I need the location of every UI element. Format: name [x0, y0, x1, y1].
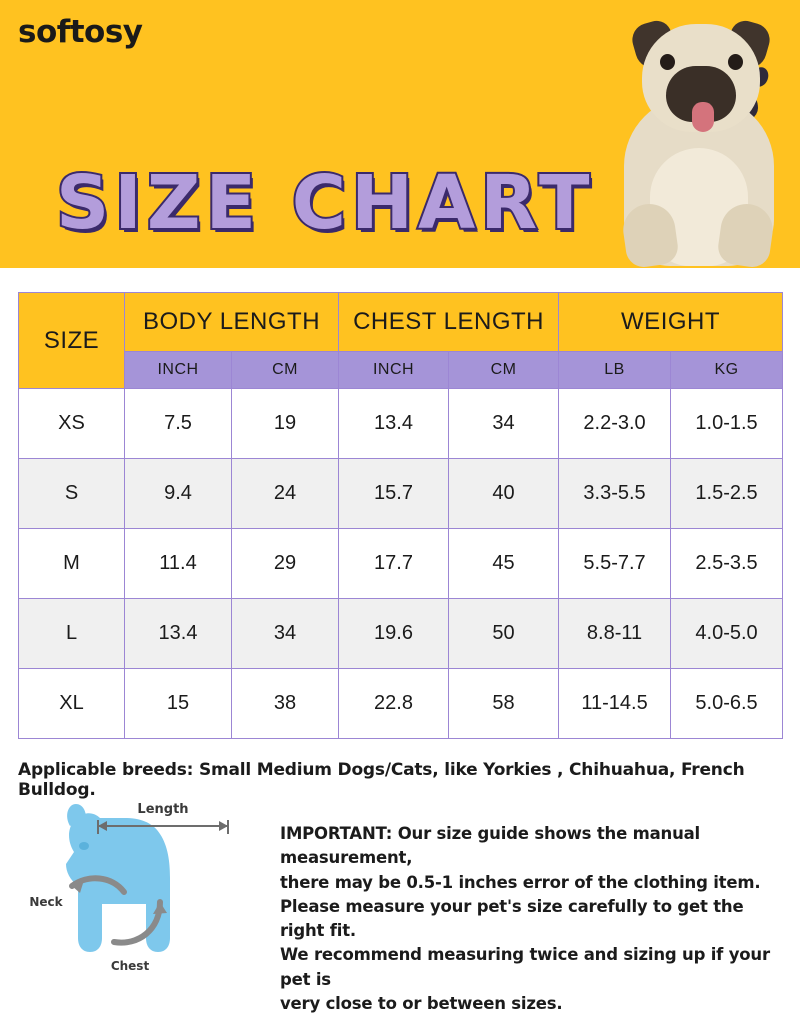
cell-size: L: [19, 599, 125, 669]
cell-weight-kg: 2.5-3.5: [671, 529, 783, 599]
cell-chest-inch: 19.6: [339, 599, 449, 669]
header-body-length: BODY LENGTH: [125, 293, 339, 352]
pug-dog-photo: [600, 8, 800, 268]
cell-size: XL: [19, 669, 125, 739]
cell-chest-cm: 58: [449, 669, 559, 739]
cell-body-inch: 15: [125, 669, 232, 739]
table-row: [19, 529, 783, 599]
subheader-body-inch: INCH: [125, 352, 232, 389]
cell-size: M: [19, 529, 125, 599]
page-title: SIZE CHART: [56, 160, 595, 246]
cell-chest-inch: 15.7: [339, 459, 449, 529]
subheader-weight-kg: KG: [671, 352, 783, 389]
important-line-5: very close to or between sizes.: [280, 993, 563, 1013]
table-row: [19, 599, 783, 669]
cell-body-cm: 19: [232, 389, 339, 459]
important-line-2: there may be 0.5-1 inches error of the clothing item.: [280, 872, 761, 892]
diagram-label-neck: Neck: [29, 895, 63, 909]
applicable-breeds-note: Applicable breeds: Small Medium Dogs/Cats, like Yorkies , Chihuahua, French Bulldog.: [18, 760, 745, 800]
cell-chest-cm: 45: [449, 529, 559, 599]
header-banner: [0, 0, 800, 268]
cell-body-inch: 13.4: [125, 599, 232, 669]
cell-size: S: [19, 459, 125, 529]
cell-body-cm: 24: [232, 459, 339, 529]
cell-chest-inch: 13.4: [339, 389, 449, 459]
table-sub-header-row: [19, 352, 783, 389]
cell-body-cm: 34: [232, 599, 339, 669]
cell-weight-kg: 5.0-6.5: [671, 669, 783, 739]
subheader-weight-lb: LB: [559, 352, 671, 389]
size-table-container: [18, 292, 782, 739]
cell-weight-kg: 1.5-2.5: [671, 459, 783, 529]
size-chart-table: [18, 292, 783, 739]
header-size: SIZE: [19, 293, 125, 389]
cell-size: XS: [19, 389, 125, 459]
important-note: [280, 822, 790, 1016]
cell-weight-lb: 5.5-7.7: [559, 529, 671, 599]
header-chest-length: CHEST LENGTH: [339, 293, 559, 352]
cell-body-cm: 38: [232, 669, 339, 739]
subheader-chest-inch: INCH: [339, 352, 449, 389]
subheader-chest-cm: CM: [449, 352, 559, 389]
cell-body-cm: 29: [232, 529, 339, 599]
cell-chest-cm: 40: [449, 459, 559, 529]
important-line-1: IMPORTANT: Our size guide shows the manual measurement,: [280, 824, 701, 868]
important-line-4: We recommend measuring twice and sizing up if your pet is: [280, 945, 770, 989]
measurement-diagram: [10, 790, 270, 990]
cell-weight-lb: 3.3-5.5: [559, 459, 671, 529]
diagram-label-length: Length: [137, 802, 189, 817]
table-group-header-row: [19, 293, 783, 352]
cell-chest-cm: 34: [449, 389, 559, 459]
cell-chest-inch: 22.8: [339, 669, 449, 739]
important-line-3: Please measure your pet's size carefully to get the right fit.: [280, 896, 744, 940]
cell-weight-kg: 1.0-1.5: [671, 389, 783, 459]
cell-body-inch: 9.4: [125, 459, 232, 529]
cell-chest-inch: 17.7: [339, 529, 449, 599]
cell-chest-cm: 50: [449, 599, 559, 669]
table-row: [19, 669, 783, 739]
subheader-body-cm: CM: [232, 352, 339, 389]
header-weight: WEIGHT: [559, 293, 783, 352]
cell-body-inch: 11.4: [125, 529, 232, 599]
cell-weight-kg: 4.0-5.0: [671, 599, 783, 669]
table-row: [19, 459, 783, 529]
cell-weight-lb: 11-14.5: [559, 669, 671, 739]
cell-weight-lb: 8.8-11: [559, 599, 671, 669]
diagram-label-chest: Chest: [110, 959, 150, 973]
cell-weight-lb: 2.2-3.0: [559, 389, 671, 459]
cell-body-inch: 7.5: [125, 389, 232, 459]
table-row: [19, 389, 783, 459]
brand-logo: softosy: [18, 14, 143, 50]
